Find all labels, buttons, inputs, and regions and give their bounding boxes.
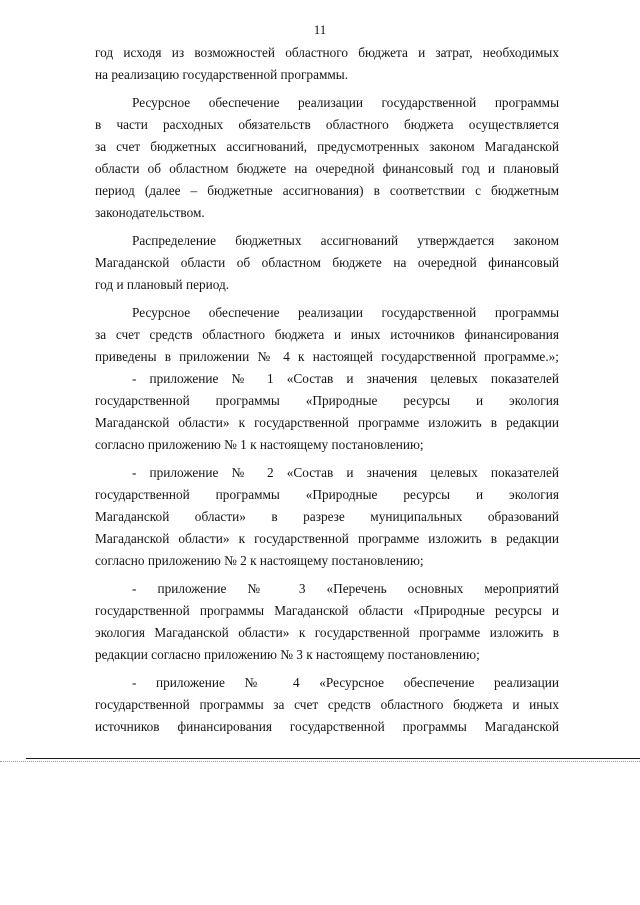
page-number: 11: [313, 22, 327, 37]
text-line: период (далее – бюджетные ассигнования) в соответствии с бюджетным: [95, 183, 559, 198]
page-bottom-rule: [26, 758, 640, 759]
text-line: год и плановый период.: [95, 277, 230, 292]
text-line: Магаданской области об областном бюджете на очередной финансовый: [95, 255, 559, 270]
text-line: - приложение № 2 «Состав и значения целевых показателей: [132, 465, 559, 480]
page-bottom-thin-rule: [0, 761, 640, 762]
text-line: год исходя из возможностей областного бюджета и затрат, необходимых: [95, 45, 559, 60]
text-line: в части расходных обязательств областного бюджета осуществляется: [95, 117, 559, 132]
text-line: редакции согласно приложению № 3 к настоящему постановлению;: [95, 647, 480, 662]
text-line: государственной программы Магаданской области «Природные ресурсы и: [95, 603, 559, 618]
text-line: государственной программы «Природные ресурсы и экология: [95, 487, 559, 502]
text-line: за счет бюджетных ассигнований, предусмотренных законом Магаданской: [95, 139, 559, 154]
text-line: государственной программы за счет средств областного бюджета и иных: [95, 697, 559, 712]
text-line: области об областном бюджете на очередной финансовый год и плановый: [95, 161, 559, 176]
text-line: - приложение № 4 «Ресурсное обеспечение реализации: [132, 675, 559, 690]
text-line: за счет средств областного бюджета и иных источников финансирования: [95, 327, 559, 342]
text-line: источников финансирования государственной программы Магаданской: [95, 719, 559, 734]
text-line: Магаданской области» в разрезе муниципальных образований: [95, 509, 559, 524]
text-line: на реализацию государственной программы.: [95, 67, 349, 82]
text-line: приведены в приложении № 4 к настоящей государственной программе.»;: [95, 349, 559, 364]
text-line: согласно приложению № 2 к настоящему постановлению;: [95, 553, 424, 568]
text-line: - приложение № 1 «Состав и значения целевых показателей: [132, 371, 559, 386]
document-body: [95, 42, 559, 738]
text-line: государственной программы «Природные ресурсы и экология: [95, 393, 559, 408]
text-line: экология Магаданской области» к государственной программе изложить в: [95, 625, 559, 640]
text-line: Ресурсное обеспечение реализации государственной программы: [132, 95, 559, 110]
text-line: Магаданской области» к государственной программе изложить в редакции: [95, 531, 559, 546]
text-line: согласно приложению № 1 к настоящему постановлению;: [95, 437, 424, 452]
text-line: - приложение № 3 «Перечень основных мероприятий: [132, 581, 559, 596]
text-line: Ресурсное обеспечение реализации государственной программы: [132, 305, 559, 320]
text-line: Распределение бюджетных ассигнований утверждается законом: [132, 233, 559, 248]
text-line: законодательством.: [95, 205, 205, 220]
text-line: Магаданской области» к государственной программе изложить в редакции: [95, 415, 559, 430]
